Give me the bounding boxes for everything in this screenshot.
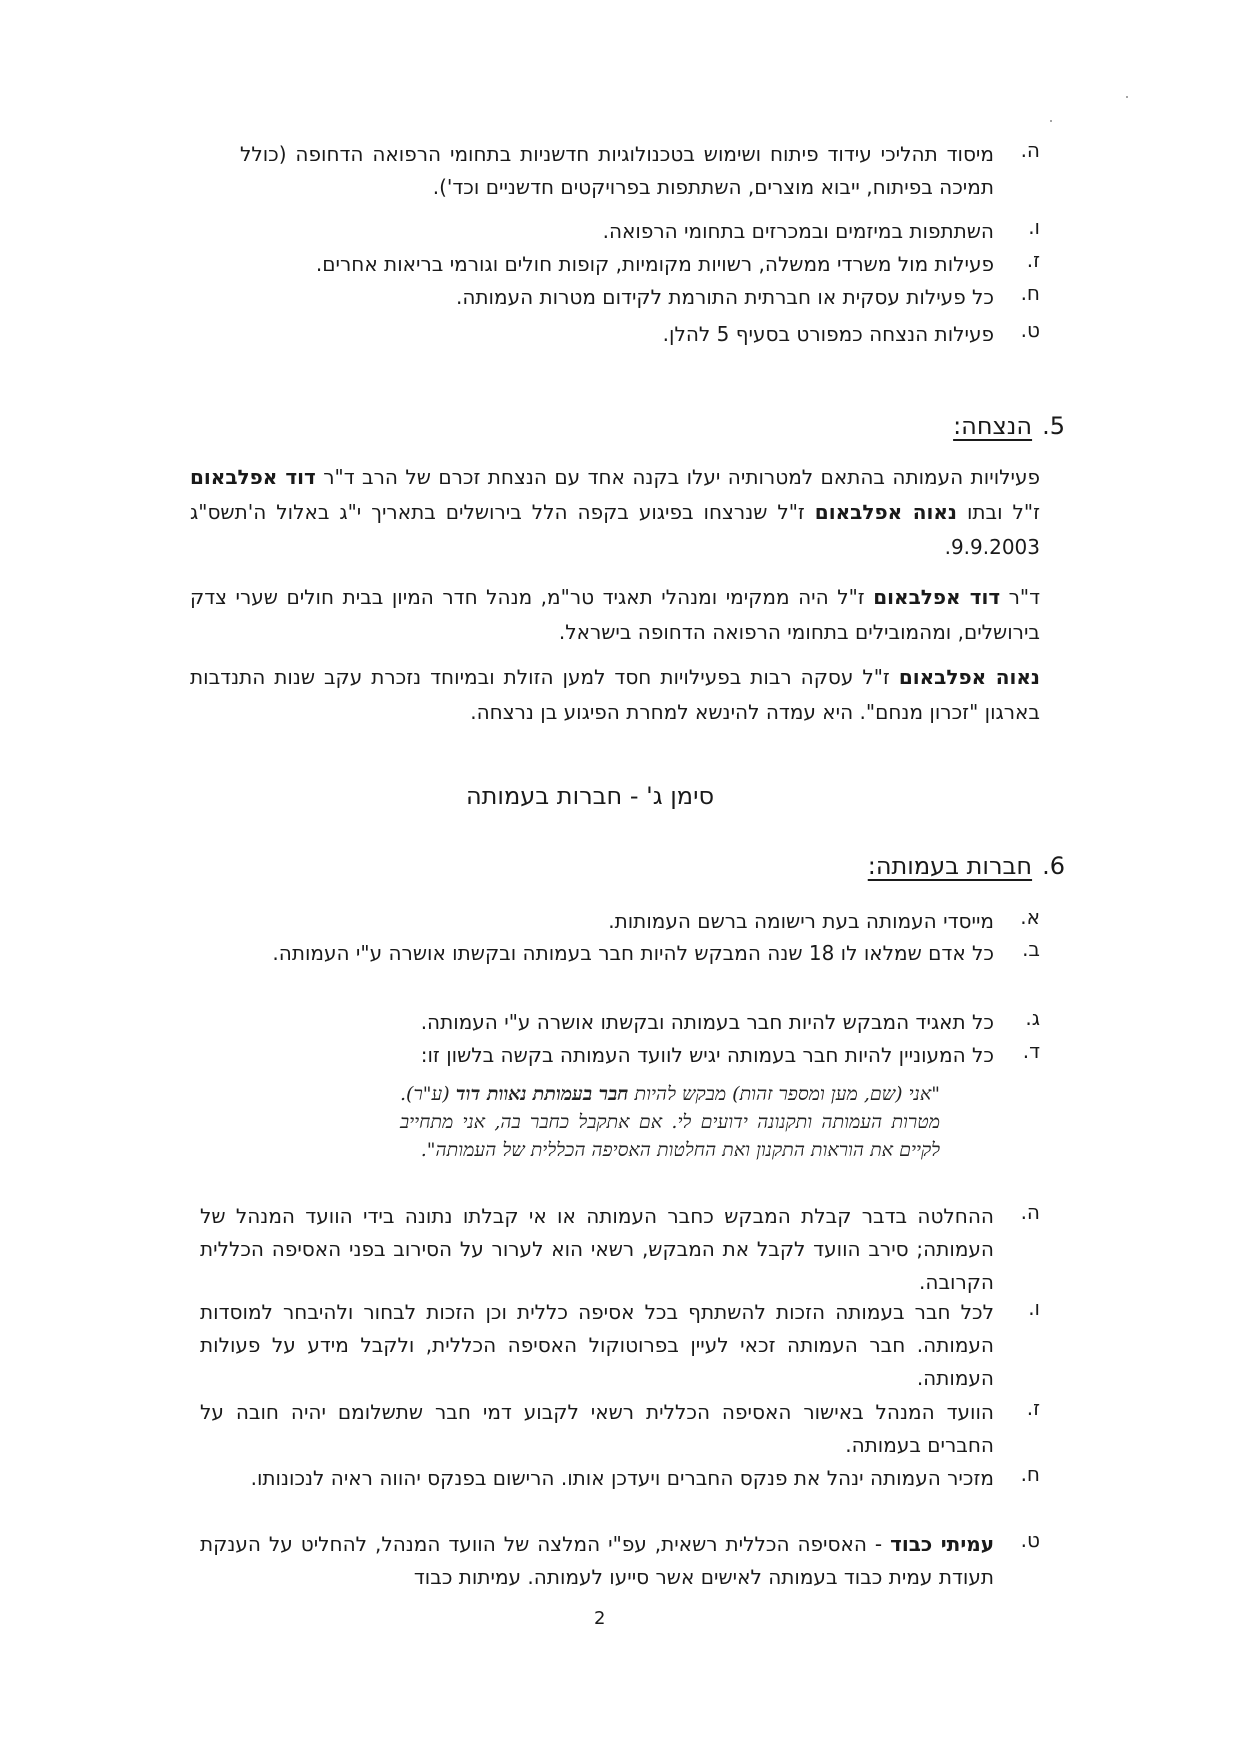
- list-item-text: ההחלטה בדבר קבלת המבקש כחבר העמותה או אי קבלתו נתונה בידי הוועד המנהל של העמותה; סירב הוועד לקבל את המבקש, רשאי הוא לערור על הסירוב בפני האסיפה הכללית הקרובה.: [200, 1204, 994, 1294]
- list-item-letter: ד.: [1022, 1039, 1040, 1063]
- list-item: [240, 215, 1040, 248]
- quote-bold: נאוות דוד: [455, 1083, 527, 1105]
- list-item-letter: ה.: [1020, 1200, 1040, 1224]
- page-number: 2: [594, 1608, 606, 1629]
- list-item-text: - האסיפה הכללית רשאית, עפ"י המלצה של הוועד המנהל, להחליט על הענקת תעודת עמית כבוד בעמותה לאישים אשר סייעו לעמותה. עמיתות כבוד: [200, 1532, 994, 1589]
- list-item-letter: ז.: [1026, 248, 1040, 272]
- list-item: [200, 1296, 1040, 1395]
- quote-text: (ע"ר). מטרות העמותה ותקנונה ידועים לי. אם אתקבל כחבר בה, אני מתחייב לקיים את הוראות התקנון ואת החלטות האסיפה הכללית של העמותה".: [400, 1083, 940, 1161]
- name-bold: דוד אפלבאום: [873, 585, 1001, 609]
- list-item: [240, 248, 1040, 281]
- list-item: [200, 1396, 1040, 1462]
- name-bold: נאוה אפלבאום: [814, 500, 957, 524]
- list-item: [240, 138, 1040, 204]
- list-item: [240, 318, 1040, 351]
- section-5-heading: [953, 412, 1065, 440]
- list-item-letter: ג.: [1025, 1006, 1040, 1030]
- scan-speck: [1050, 120, 1052, 122]
- list-item-text: כל תאגיד המבקש להיות חבר בעמותה ובקשתו אושרה ע"י העמותה.: [420, 1010, 994, 1034]
- quote-text: "אני (שם, מען ומספר זהות) מבקש להיות: [634, 1083, 940, 1105]
- paragraph-text: פעילויות העמותה בהתאם למטרותיה יעלו בקנה אחד עם הנצחת זכרם של הרב ד"ר: [323, 465, 1041, 489]
- list-item-text: כל פעילות עסקית או חברתית התורמת לקידום מטרות העמותה.: [455, 285, 994, 309]
- paragraph-text: ז"ל ובתו: [966, 500, 1040, 524]
- list-item-text: השתתפות במיזמים ובמכרזים בתחומי הרפואה.: [602, 219, 994, 243]
- list-item-letter: ט.: [1020, 318, 1040, 342]
- list-item: [200, 1200, 1040, 1299]
- section-number: 5.: [1042, 412, 1065, 440]
- list-item-text: מיסוד תהליכי עידוד פיתוח ושימוש בטכנולוגיות חדשניות בתחומי הרפואה הדחופה (כולל תמיכה בפיתוח, ייבוא מוצרים, השתתפות בפרויקטים חדשניים וכד').: [240, 142, 994, 199]
- list-item-text: פעילות הנצחה כמפורט בסעיף 5 להלן.: [662, 322, 994, 346]
- list-item: [200, 905, 1040, 938]
- list-item-letter: ב.: [1022, 937, 1040, 961]
- section-title: הנצחה:: [953, 412, 1033, 440]
- list-item-letter: ו.: [1028, 1296, 1040, 1320]
- david-paragraph: [190, 580, 1040, 650]
- list-item-letter: ו.: [1028, 215, 1040, 239]
- chapter-title: סימן ג' - חברות בעמותה: [465, 782, 715, 810]
- list-item-letter: ז.: [1026, 1396, 1040, 1420]
- application-quote: [400, 1080, 940, 1164]
- list-item-letter: ט.: [1020, 1528, 1040, 1552]
- scan-speck: [1126, 96, 1128, 98]
- list-item-text: לכל חבר בעמותה הזכות להשתתף בכל אסיפה כללית וכן הזכות לבחור ולהיבחר למוסדות העמותה. חבר העמותה זכאי לעיין בפרוטוקול האסיפה הכללית, ולקבל מידע על פעולות העמותה.: [200, 1300, 994, 1390]
- list-item: [200, 1006, 1040, 1039]
- list-item-text: כל המעוניין להיות חבר בעמותה יגיש לוועד העמותה בקשה בלשון זו:: [420, 1043, 994, 1067]
- list-item-text: מייסדי העמותה בעת רישומה ברשם העמותות.: [608, 909, 994, 933]
- list-item-letter: ח.: [1020, 1462, 1040, 1486]
- list-item-text: מזכיר העמותה ינהל את פנקס החברים ויעדכן אותו. הרישום בפנקס יהווה ראיה לנכונותו.: [250, 1466, 994, 1490]
- section-6-heading: [868, 852, 1065, 880]
- list-item: [200, 1462, 1040, 1495]
- list-item-text: הוועד המנהל באישור האסיפה הכללית רשאי לקבוע דמי חבר שתשלומם יהיה חובה על החברים בעמותה.: [200, 1400, 994, 1457]
- name-bold: נאוה אפלבאום: [898, 665, 1040, 689]
- section-number: 6.: [1042, 852, 1065, 880]
- list-item-text: פעילות מול משרדי ממשלה, רשויות מקומיות, קופות חולים וגורמי בריאות אחרים.: [315, 252, 994, 276]
- list-item: [200, 1528, 1040, 1594]
- quote-bold: חבר בעמותת: [532, 1083, 629, 1105]
- paragraph-text: ד"ר: [1008, 585, 1040, 609]
- list-item-text: כל אדם שמלאו לו 18 שנה המבקש להיות חבר בעמותה ובקשתו אושרה ע"י העמותה.: [272, 941, 994, 965]
- list-item-letter: ה.: [1020, 138, 1040, 162]
- list-item-letter: ח.: [1020, 281, 1040, 305]
- honorary-members-bold: עמיתי כבוד: [890, 1532, 995, 1556]
- memorial-paragraph: [190, 460, 1040, 565]
- list-item-text: [200, 1528, 994, 1594]
- list-item: [200, 937, 1040, 970]
- paragraph-text: ז"ל היה ממקימי ומנהלי תאגיד טר"מ, מנהל חדר המיון בבית חולים שערי צדק בירושלים, ומהמובילים בתחומי הרפואה הדחופה בישראל.: [190, 585, 1040, 644]
- list-item-letter: א.: [1020, 905, 1040, 929]
- list-item: [200, 1039, 1040, 1072]
- list-item: [240, 281, 1040, 314]
- section-title: חברות בעמותה:: [867, 852, 1033, 880]
- paragraph-text: ז"ל עסקה רבות בפעילויות חסד למען הזולת ובמיוחד נזכרת עקב שנות התנדבות בארגון "זכרון מנחם". היא עמדה להינשא למחרת הפיגוע בן נרצחה.: [190, 665, 1040, 724]
- paragraph-text: ז"ל שנרצחו בפיגוע בקפה הלל בירושלים בתאריך י"ג באלול ה'תשס"ג 9.9.2003.: [190, 500, 1040, 559]
- nava-paragraph: [190, 660, 1040, 730]
- name-bold: דוד אפלבאום: [190, 465, 316, 489]
